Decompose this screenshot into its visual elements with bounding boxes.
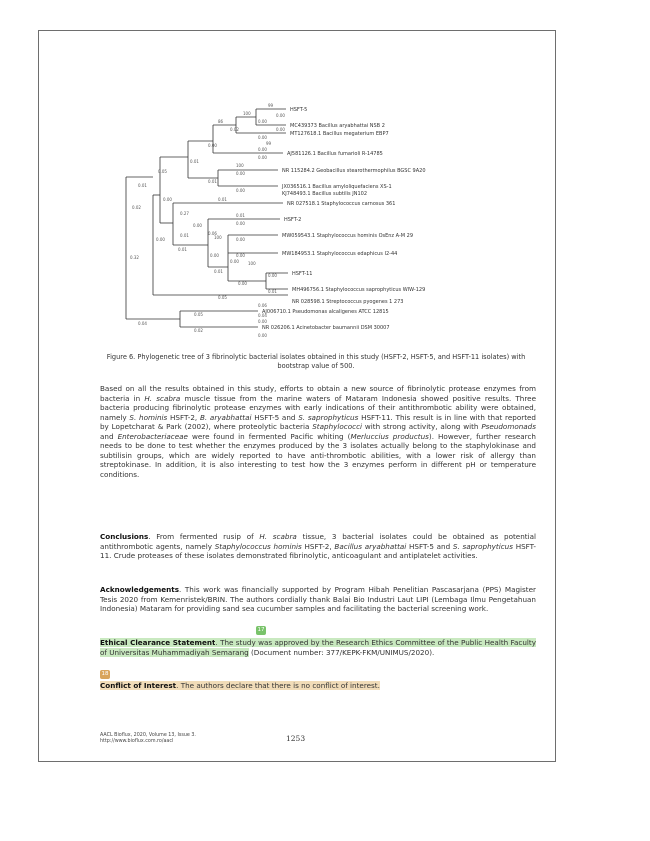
highlighted-text[interactable]: The study was approved by the Research Ethics Committee of the Public Health Faculty of Universitas Muhammadiyah Semarang xyxy=(100,638,537,657)
leaf-hsft2: HSFT-2 xyxy=(284,217,302,223)
conflict-of-interest-paragraph xyxy=(100,681,536,691)
branch-length: 0.32 xyxy=(130,255,139,260)
branch-length: 0.01 xyxy=(180,233,189,238)
conclusions-paragraph: Conclusions. From fermented rusip of H. scabra tissue, 3 bacterial isolates could be obtained as potential antithrombotic agents, namely Staphylococcus hominis HSFT-2, Bacillus aryabhattai HSFT-5 and S. saprophyticus HSFT-11. Crude proteases of these isolates demonstrated fibrinolytic, anticoagulant and antiplatelet activities. xyxy=(100,532,537,561)
bootstrap-value: 99 xyxy=(266,141,272,146)
leaf-aj006710: AJ006710.1 Pseudomonas alcaligenes ATCC 12815 xyxy=(262,309,389,315)
highlighted-text[interactable]: . The authors declare that there is no conflict of interest. xyxy=(176,681,380,690)
page-number: 1253 xyxy=(286,734,306,743)
branch-length: 0.00 xyxy=(268,273,277,278)
branch-length: 0.00 xyxy=(156,237,165,242)
leaf-nr026206: NR 026206.1 Acinetobacter baumannii DSM 30007 xyxy=(262,325,390,331)
bootstrap-value: 100 xyxy=(236,163,244,168)
footer-citation xyxy=(100,733,196,745)
branch-length: 0.00 xyxy=(236,221,245,226)
branch-length: 0.01 xyxy=(178,247,187,252)
branch-length: 0.02 xyxy=(230,127,239,132)
bootstrap-value: 99 xyxy=(268,103,274,108)
acknowledgements-paragraph: Acknowledgements. This work was financially supported by Program Hibah Penelitian Pascasarjana (PPS) Magister Tesis 2020 from Kemenristek/BRIN. The authors cordially thank Balai Bio Industri Laut LIPI (Lembaga Ilmu Pengetahuan Indonesia) Mataram for providing sand sea cucumber samples and facilitating the bacterial screening work. xyxy=(100,585,536,614)
branch-length: 0.02 xyxy=(194,328,203,333)
branch-length: 0.00 xyxy=(236,188,245,193)
branch-length: 0.05 xyxy=(194,312,203,317)
branch-length: 0.00 xyxy=(258,319,267,324)
leaf-mw184953: MW184953.1 Staphylococcus edaphicus I2-44 xyxy=(282,251,398,257)
branch-length: 0.27 xyxy=(180,211,189,216)
branch-length: 0.00 xyxy=(230,259,239,264)
leaf-mc439373: MC439373 Bacillus aryabhattai NSB 2 xyxy=(290,123,385,129)
branch-length: 0.00 xyxy=(276,113,285,118)
leaf-mw059543: MW059543.1 Staphylococcus hominis OsEnz A-M 29 xyxy=(282,233,414,239)
branch-length: 0.00 xyxy=(258,155,267,160)
leaf-mh496756: MH496756.1 Staphylococcus saprophyticus WIW-129 xyxy=(292,287,426,293)
ethical-clearance-heading: Ethical Clearance Statement xyxy=(100,638,216,647)
bootstrap-value: 100 xyxy=(214,235,222,240)
leaf-hsft11: HSFT-11 xyxy=(292,271,313,277)
branch-length: 0.00 xyxy=(276,127,285,132)
branch-length: 0.05 xyxy=(158,169,167,174)
annotation-marker[interactable]: 17 xyxy=(257,627,265,633)
branch-length: 0.00 xyxy=(258,333,267,338)
branch-length: 0.01 xyxy=(190,159,199,164)
annotation-marker[interactable]: 18 xyxy=(101,671,109,677)
branch-length: 0.01 xyxy=(208,179,217,184)
branch-length: 0.00 xyxy=(210,253,219,258)
leaf-nr028598: NR 028598.1 Streptococcus pyogenes 1 273 xyxy=(292,299,404,305)
footer-url: http://www.bioflux.com.ro/aacl xyxy=(100,739,174,744)
branch-length: 0.00 xyxy=(258,147,267,152)
branch-length: 0.01 xyxy=(268,289,277,294)
branch-length: 0.06 xyxy=(208,231,217,236)
branch-length: 0.02 xyxy=(132,205,141,210)
branch-length: 0.00 xyxy=(238,281,247,286)
branch-length: 0.00 xyxy=(258,119,267,124)
branch-length: 0.04 xyxy=(258,313,267,318)
footer-journal: AACL Bioflux, 2020, Volume 13, Issue 3. xyxy=(100,733,196,738)
ethical-clearance-paragraph: Ethical Clearance Statement. The study was approved by the Research Ethics Committee of the Public Health Faculty of Universitas Muhammadiyah Semarang (Document number: 377/KEPK-FKM/UNIMUS/2020). xyxy=(100,638,537,657)
leaf-aj581126: AJ581126.1 Bacillus fumarioli R-14785 xyxy=(287,151,383,157)
branch-length: 0.00 xyxy=(236,253,245,258)
branch-length: 0.00 xyxy=(163,197,172,202)
bootstrap-value: 100 xyxy=(248,261,256,266)
branch-length: 0.01 xyxy=(214,269,223,274)
branch-length: 0.00 xyxy=(193,223,202,228)
phylogenetic-tree xyxy=(118,95,426,345)
leaf-jx036516: JX036516.1 Bacillus amyloliquefaciens XS-1 xyxy=(282,184,392,190)
leaf-mt127618: MT127618.1 Bacillus megaterium EBP7 xyxy=(290,131,389,137)
conflict-of-interest-heading[interactable]: Conflict of Interest xyxy=(100,681,177,690)
conclusions-heading: Conclusions xyxy=(100,532,149,541)
leaf-nr115284: NR 115284.2 Geobacillus stearothermophilus BGSC 9A20 xyxy=(282,168,426,174)
results-paragraph: Based on all the results obtained in this study, efforts to obtain a new source of fibrinolytic protease enzymes from bacteria in H. scabra muscle tissue from the marine waters of Mataram Indonesia showed positive results. Three bacteria producing fibrinolytic protease enzymes with early indications of their antithrombotic ability were obtained, namely S. hominis HSFT-2, B. aryabhattai HSFT-5 and S. saprophyticus HSFT-11. This result is in line with that reported by Lopetcharat & Park (2002), where proteolytic bacteria Staphylococci with strong activity, along with Pseudomonads and Enterobacteriaceae were found in fermented Pacific whiting (Merluccius productus). However, further research needs to be done to test whether the enzymes produced by the 3 isolates actually belong to the staphylokinase and subtilisin groups, which are widely reported to have anti-thrombotic abilities, with a lower risk of allergy than streptokinase. In addition, it is also interesting to test how the 3 enzymes perform in different pH or temperature conditions. xyxy=(100,384,537,479)
branch-length: 0.00 xyxy=(236,171,245,176)
branch-length: 0.01 xyxy=(218,197,227,202)
branch-length: 0.00 xyxy=(208,143,217,148)
branch-length: 0.04 xyxy=(138,321,147,326)
bootstrap-value: 100 xyxy=(243,111,251,116)
leaf-kj748493: KJ748493.1 Bacillus subtilis JN102 xyxy=(282,191,368,197)
branch-length: 0.00 xyxy=(236,237,245,242)
leaf-hsft5: HSFT-5 xyxy=(290,107,308,113)
branch-length: 0.00 xyxy=(258,135,267,140)
branch-length: 0.01 xyxy=(236,213,245,218)
bootstrap-value: 86 xyxy=(218,119,224,124)
figure-caption: Figure 6. Phylogenetic tree of 3 fibrinolytic bacterial isolates obtained in this study (HSFT-2, HSFT-5, and HSFT-11 isolates) with bootstrap value of 500. xyxy=(106,353,526,370)
branch-length: 0.05 xyxy=(218,295,227,300)
leaf-nr027518: NR 027518.1 Staphylococcus carnosus 361 xyxy=(287,201,396,207)
branch-length: 0.06 xyxy=(258,303,267,308)
acknowledgements-heading: Acknowledgements xyxy=(100,585,179,594)
branch-length: 0.01 xyxy=(138,183,147,188)
